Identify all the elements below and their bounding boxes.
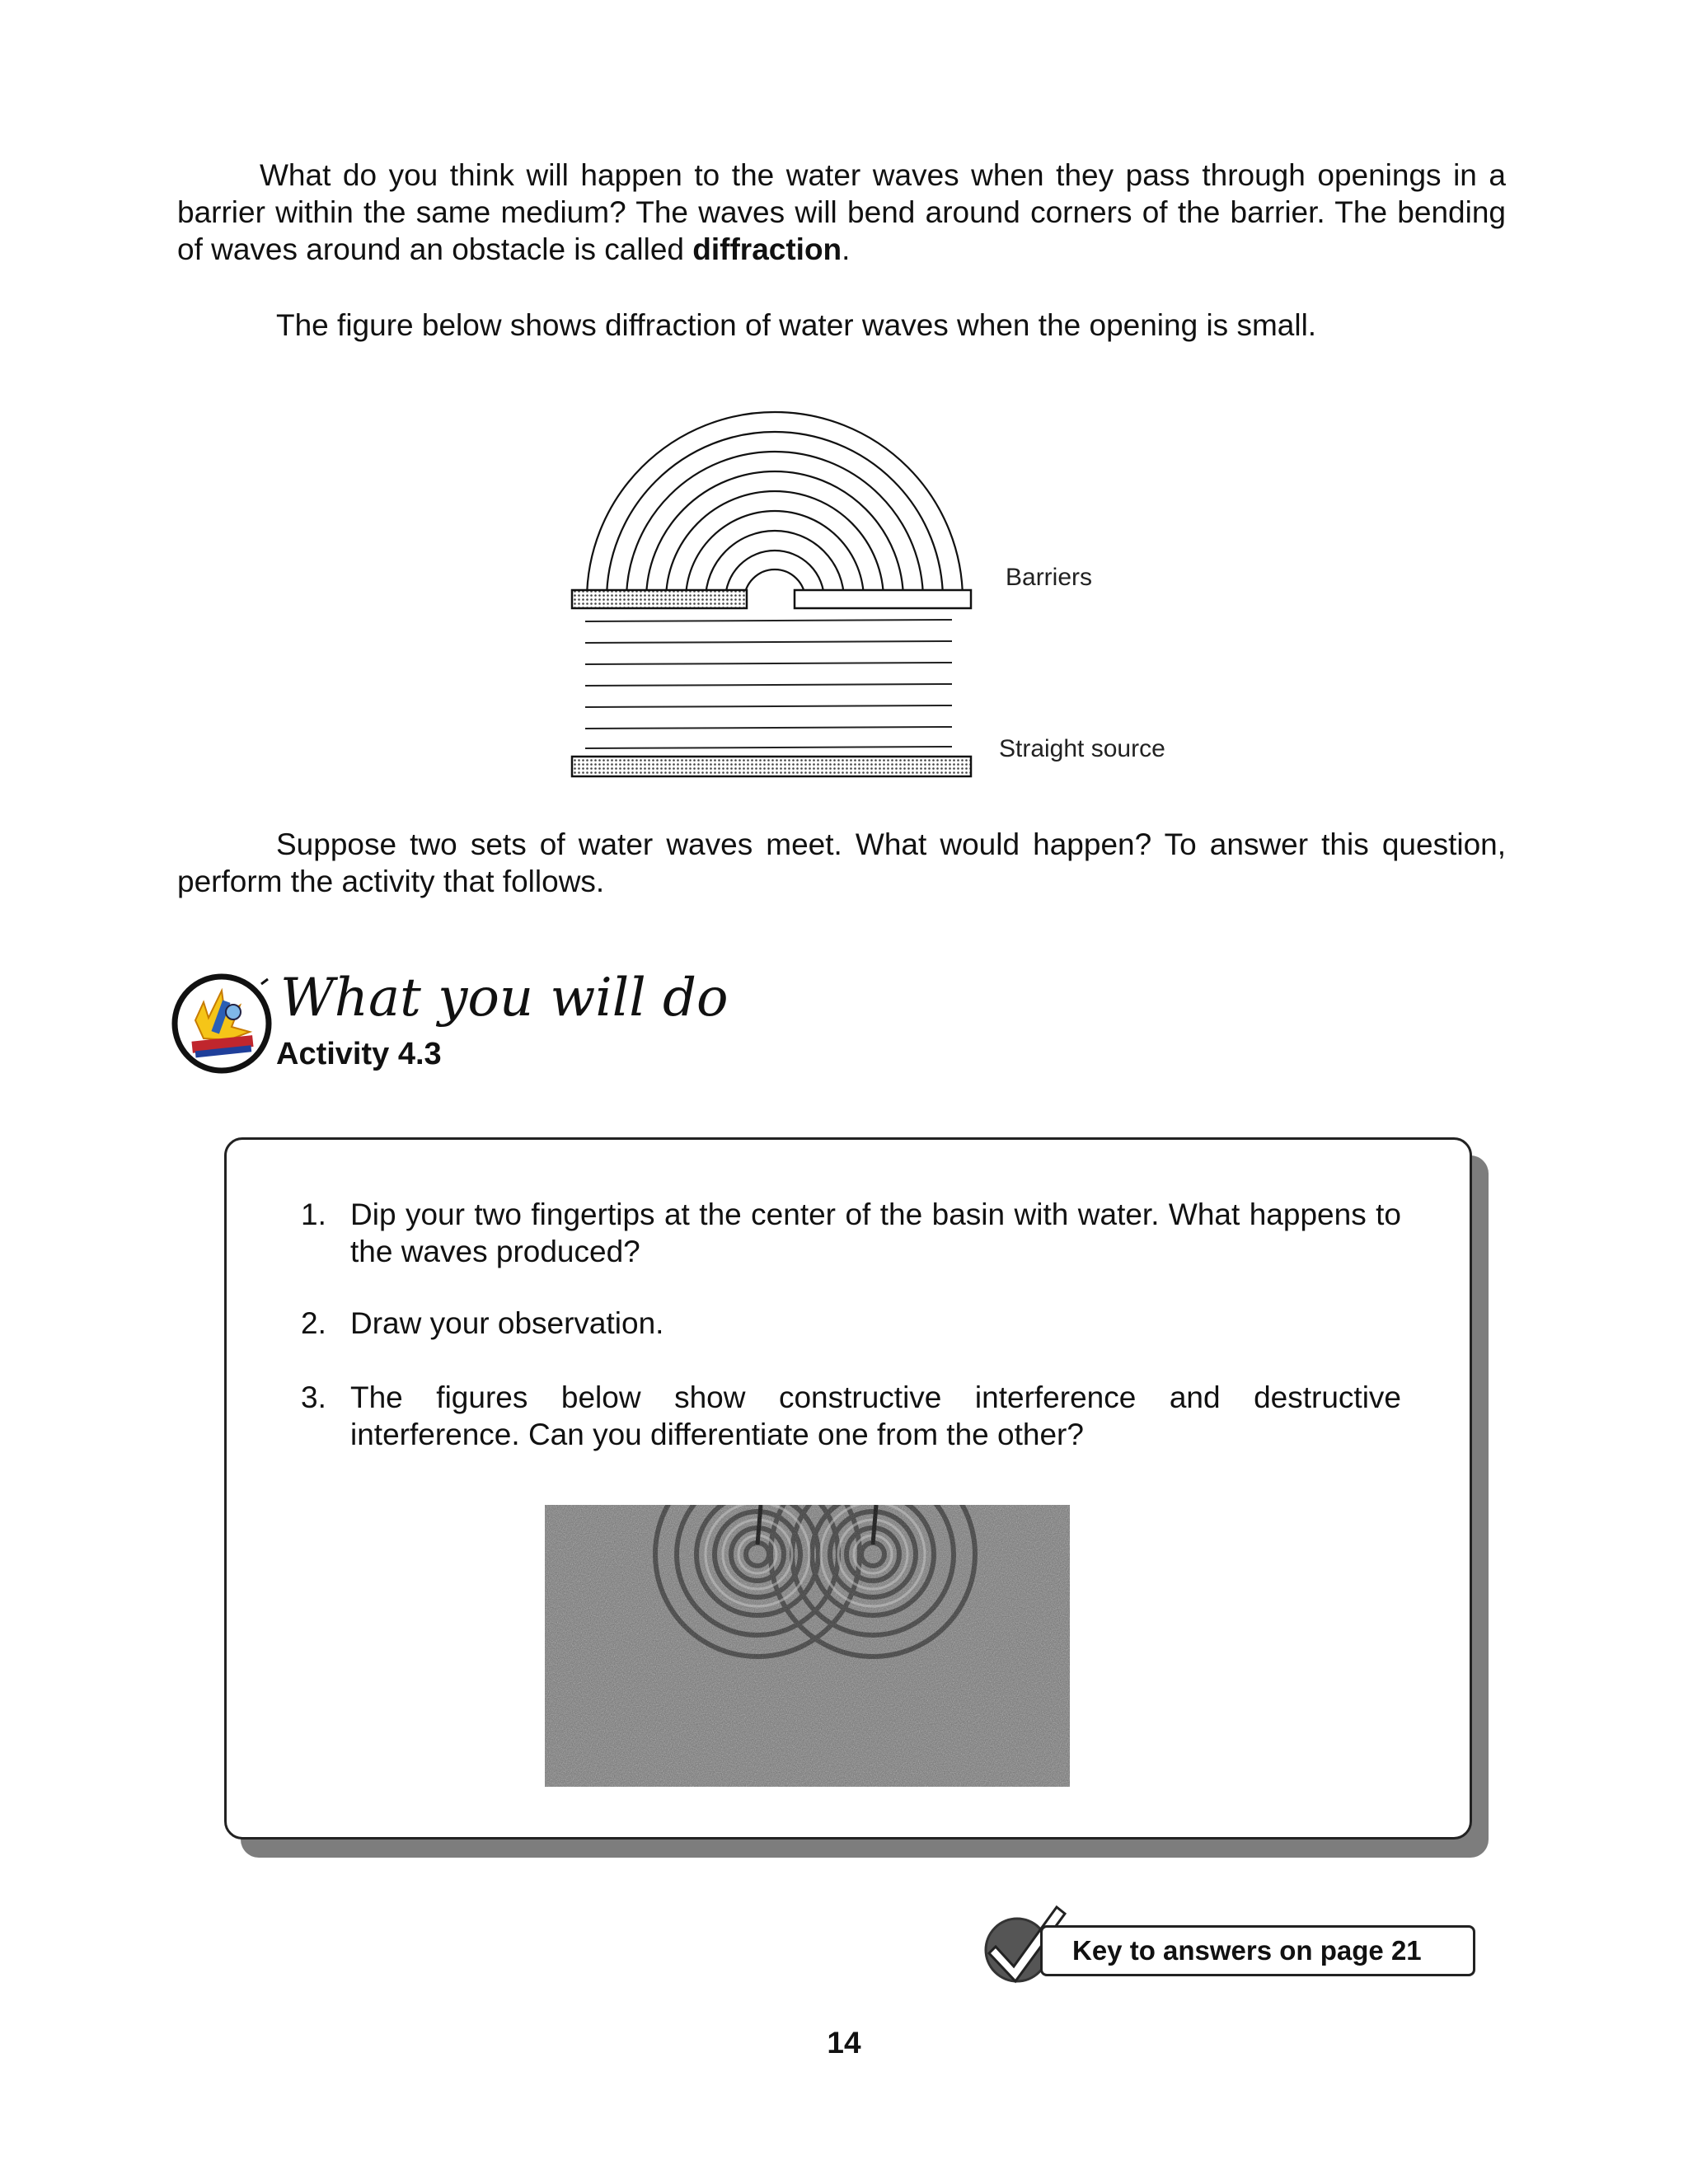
interference-photo [545,1505,1070,1787]
step-number: 1. [301,1197,326,1231]
incoming-plane-waves [585,620,952,748]
diffraction-term: diffraction [692,232,842,266]
activity-step [301,1379,1401,1453]
answer-key-box [1040,1925,1475,1976]
page-number: 14 [827,2026,861,2060]
straight-source [572,757,971,776]
step-text: The figures below show constructive interference and destructive interference. Can you differentiate one from the other? [350,1380,1401,1451]
right-barrier [795,590,971,608]
intro-paragraph: What do you think will happen to the water waves when they pass through openings in a barrier within the same medium? The waves will bend around corners of the barrier. The bending of waves around an obstacle is called diffraction. [177,158,1506,266]
step-text: Draw your observation. [350,1306,664,1340]
diffraction-figure [544,387,1203,783]
step-number: 3. [301,1380,326,1414]
step-text: Dip your two fingertips at the center of the basin with water. What happens to the waves produced? [350,1197,1401,1268]
figure-intro-paragraph: The figure below shows diffraction of water waves when the opening is small. [276,308,1317,342]
activity-heading: What you will do [280,968,729,1029]
barriers-label: Barriers [1006,564,1093,591]
answer-key-text: Key to answers on page 21 [1072,1935,1422,1966]
diffracted-wavefronts [587,412,963,600]
activity-step [301,1196,1401,1270]
activity-number: Activity 4.3 [276,1037,442,1071]
activity-icon [171,972,274,1076]
straight-source-label: Straight source [999,735,1165,762]
activity-step [301,1305,1401,1342]
step-number: 2. [301,1306,326,1340]
left-barrier [572,590,747,608]
activity-box [224,1137,1472,1840]
transition-paragraph: Suppose two sets of water waves meet. What would happen? To answer this question, perform the activity that follows. [177,827,1506,898]
